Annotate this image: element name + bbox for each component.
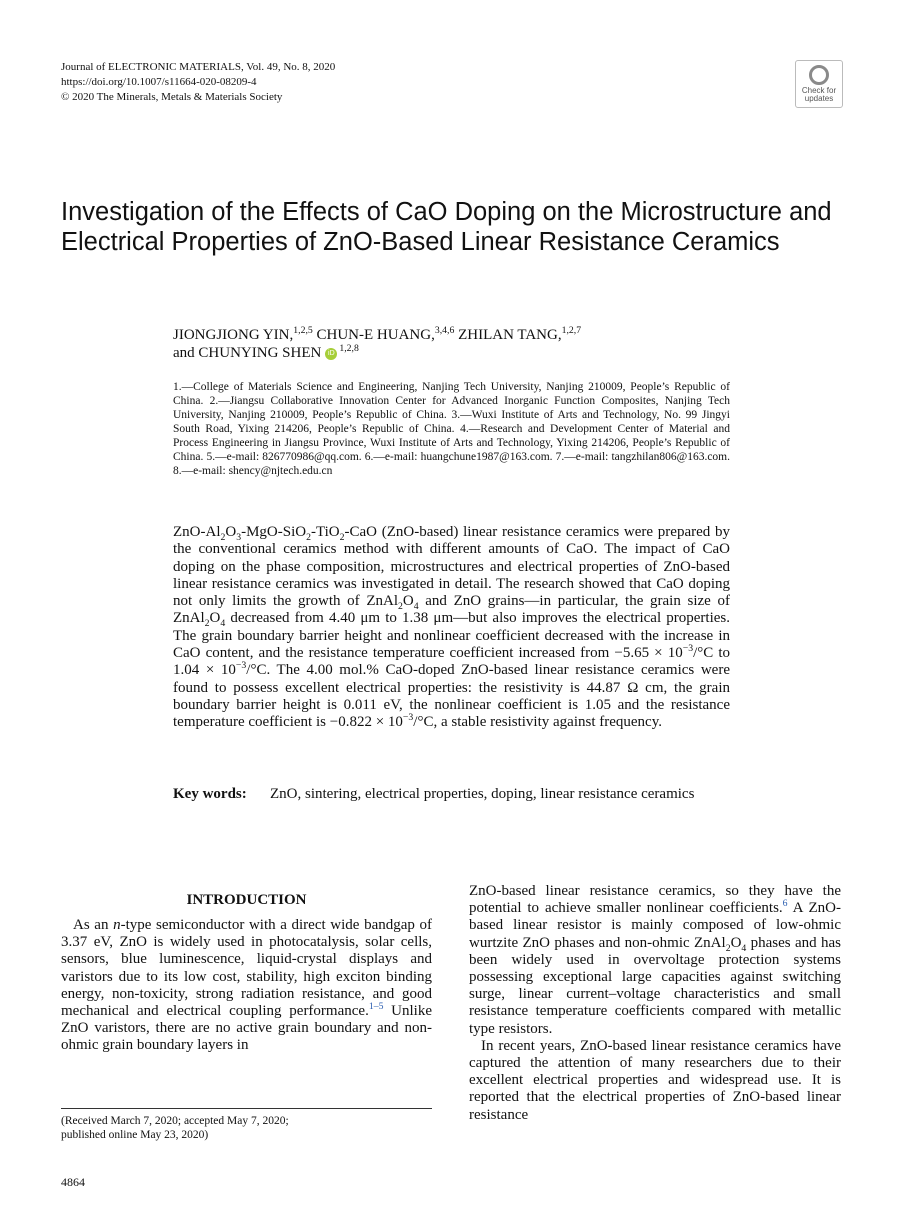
body-column-left: As an n-type semiconductor with a direct wide bandgap of 3.37 eV, ZnO is widely used in photocatalysis, solar cells, sensors, blue luminescence, liquid-crystal displays and varistors due to its low cost, stability, high exciton binding energy, non-toxicity, strong radiation resistance, and good mechanical and electrical coupling performance.$^{1-5}$ Unlike ZnO varistors, there are no active grain boundary and non-ohmic grain boundary layers in xyxy=(61,917,433,1054)
author-shen-affil: 1,2,8 xyxy=(339,343,359,354)
orcid-icon[interactable]: iD xyxy=(325,348,337,360)
journal-line: Journal of ELECTRONIC MATERIALS, Vol. 49, No. 8, 2020 xyxy=(61,61,336,73)
citation-link[interactable]: 6 xyxy=(782,898,788,910)
journal-header xyxy=(61,60,335,105)
section-heading-introduction: INTRODUCTION xyxy=(186,892,307,908)
author-shen: and CHUNYING SHEN xyxy=(173,345,322,361)
page-number: 4864 xyxy=(61,1175,85,1189)
citation-link[interactable]: 1–5 xyxy=(368,1001,384,1013)
badge-line2: updates xyxy=(804,94,834,103)
author-tang-affil: 1,2,7 xyxy=(561,325,582,336)
author-tang: ZHILAN TANG, xyxy=(454,327,562,343)
check-for-updates-badge[interactable] xyxy=(795,60,843,108)
author-huang-affil: 3,4,6 xyxy=(434,325,455,336)
paragraph: ZnO-based linear resistance ceramics, so they have the potential to achieve smaller nonlinear coefficients.$^6$ A ZnO-based linear resistor is mainly composed of low-ohmic wurtzite ZnO phases and non-ohmic $ZnAl_2O_4$ phases and has been widely used in overvoltage protection systems possessing exceptional large capacities against switching surge, linear current–voltage characteristics and small resistance temperature coefficients compared with metallic type resistors. xyxy=(469,883,842,1037)
copyright-line: © 2020 The Minerals, Metals & Materials Society xyxy=(61,91,283,103)
author-huang: CHUN-E HUANG, xyxy=(312,327,435,343)
crossmark-icon xyxy=(809,65,829,85)
keywords-value: ZnO, sintering, electrical properties, doping, linear resistance ceramics xyxy=(270,786,695,802)
abstract: ZnO-$Al_2O_3-MgO-SiO_2-TiO_2$-CaO (ZnO-based) linear resistance ceramics were prepared by the conventional ceramics method with different amounts of CaO. The impact of CaO doping on the phase composition, microstructures and electrical properties of ZnO-based linear resistance ceramics was investigated in detail. The research showed that CaO doping not only limits the growth of $ZnAl_2O_4$ and ZnO grains—in particular, the grain size of $ZnAl_2O_4$ decreased from 4.40 μm to 1.38 μm—but also improves the electrical properties. The grain boundary barrier height and nonlinear coefficient decreased with the increase in CaO content, and the resistance temperature coefficient increased from $-5.65 \times 10^{-3}/^\circ C$ to $1.04 \times 10^{-3}/^\circ C$. The 4.00 mol.% CaO-doped ZnO-based linear resistance ceramics were found to possess excellent electrical properties: the resistivity is 44.87 Ω cm, the grain boundary barrier height is 0.011 eV, the nonlinear coefficient is 1.05 and the resistance temperature coefficient is $-0.822 \times 10^{-3}/^\circ C$, a stable resistivity against frequency. xyxy=(173,524,731,731)
footnote-rule xyxy=(61,1108,432,1109)
author-yin: JIONGJIONG YIN, xyxy=(173,327,294,343)
doi-link[interactable]: https://doi.org/10.1007/s11664-020-08209-4 xyxy=(61,76,257,88)
author-list xyxy=(173,326,733,362)
keywords-label: Key words: xyxy=(173,786,247,802)
author-yin-affil: 1,2,5 xyxy=(293,325,313,336)
received-footnote: (Received March 7, 2020; accepted May 7, 2020; published online May 23, 2020) xyxy=(61,1115,289,1141)
affiliations: 1.—College of Materials Science and Engineering, Nanjing Tech University, Nanjing 210009, People’s Republic of China. 2.—Jiangsu Collaborative Innovation Center for Advanced Inorganic Function Composites, Nanjing Tech University, Nanjing 210009, People’s Republic of China. 3.—Wuxi Institute of Arts and Technology, No. 99 Jingyi South Road, Yixing 214206, People’s Republic of China. 4.—Research and Development Center of Material and Process Engineering in Jiangsu Province, Wuxi Institute of Arts and Technology, Yixing 214206, People’s Republic of China. 5.—e-mail: 826770986@qq.com. 6.—e-mail: huangchune1987@163.com. 7.—e-mail: tangzhilan806@163.com. 8.—e-mail: shency@njtech.edu.cn xyxy=(173,381,730,477)
badge-line1: Check for xyxy=(801,86,837,95)
body-column-right xyxy=(469,883,841,1124)
paragraph: In recent years, ZnO-based linear resistance ceramics have captured the attention of many researchers due to their excellent electrical properties and widespread use. It is reported that the electrical properties of ZnO-based linear resistance xyxy=(469,1037,841,1123)
article-title: Investigation of the Effects of CaO Doping on the Microstructure and Electrical Properties of ZnO-Based Linear Resistance Ceramics xyxy=(61,198,832,256)
